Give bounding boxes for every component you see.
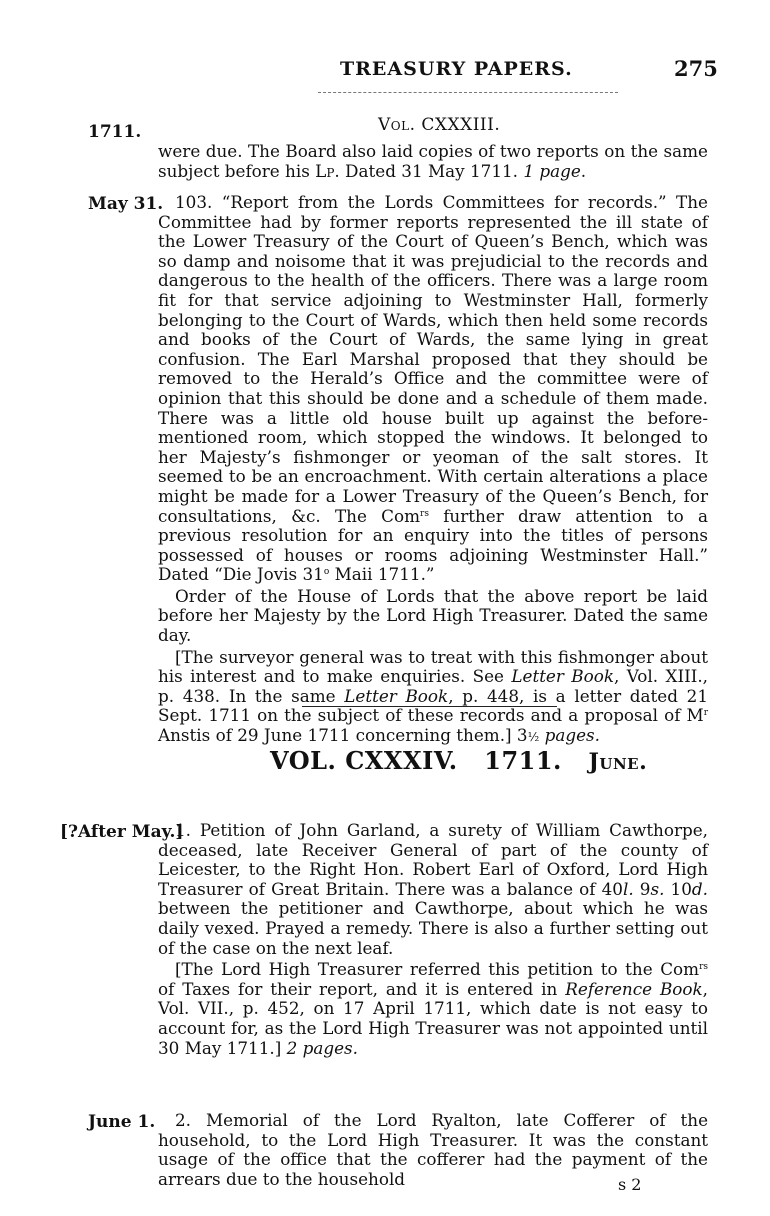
header-rule (318, 92, 618, 93)
margin-date-after-may: [?After May.] (60, 822, 184, 842)
entry-2-memorial: 2. Memorial of the Lord Ryalton, late Cofferer of the household, to the Lord High Treasurer. It was the constant usage of the office that the cofferer had the payment of the arrears due to the household (158, 1110, 708, 1189)
margin-year: 1711. (88, 122, 142, 142)
volume-subheading: Vol. CXXXIII. (378, 115, 501, 135)
entry-1-note: [The Lord High Treasurer referred this petition to the Com$^{rs}$ of Taxes for their report, and it is entered in Reference Book, Vol. VII., p. 452, on 17 April 1711, which date is not easy to account for, as the Lord High Treasurer was not appointed until 30 May 1711.] 2 pages. (158, 959, 708, 1058)
section-heading: VOL. CXXXIV. 1711. June. (270, 746, 648, 775)
margin-date-june-1: June 1. (88, 1112, 156, 1132)
section-rule (302, 706, 557, 707)
signature-mark: s 2 (618, 1175, 642, 1194)
entry-1 (158, 821, 708, 1058)
page-number: 275 (674, 56, 718, 81)
continuation-paragraph: were due. The Board also laid copies of two reports on the same subject before his Lp. Dated 31 May 1711. 1 page. (158, 141, 708, 181)
entry-103-note: [The surveyor general was to treat with this fishmonger about his interest and to make enquiries. See Letter Book, Vol. XIII., p. 438. In the same Letter Book, p. 448, is a letter dated 21 Sept. 1711 on the subject of these records and a proposal of $M^r$ Anstis of 29 June 1711 concerning them.] 3½ pages. (158, 646, 709, 746)
entry-1-petition: 1. Petition of John Garland, a surety of William Cawthorpe, deceased, late Receiver General of part of the county of Leicester, to the Right Hon. Robert Earl of Oxford, Lord High Treasurer of Great Britain. There was a balance of 40l. 9s. 10d. between the petitioner and Cawthorpe, about which he was daily vexed. Prayed a remedy. There is also a further setting out of the case on the next leaf. (158, 820, 708, 958)
entry-103 (158, 193, 708, 748)
margin-date-may-31: May 31. (88, 194, 164, 214)
running-title: TREASURY PAPERS. (340, 58, 573, 80)
entry-103-order: Order of the House of Lords that the above report be laid before her Majesty by the Lord High Treasurer. Dated the same day. (158, 585, 708, 646)
entry-103-report: 103. “Report from the Lords Committees for records.” The Committee had by former reports represented the ill state of the Lower Treasury of the Court of Queen’s Bench, which was so damp and noisome that it was prejudicial to the records and dangerous to the health of the officers. There was a large room fit for that service adjoining to Westminster Hall, formerly belonging to the Court of Wards, which then held some records and books of the Court of Wards, the same lying in great confusion. The Earl Marshal proposed that they should be removed to the Herald’s Office and the committee were of opinion that this should be done and a schedule of them made. There was a little old house built up against the before-mentioned room, which stopped the windows. It belonged to her Majesty’s fishmonger or yeoman of the salt stores. It seemed to be an encroachment. With certain alterations a place might be made for a Lower Treasury of the Queen’s Bench, for consultations, &c. The Com$^{rs}$ further draw attention to a previous resolution for an enquiry into the titles of persons possessed of houses or rooms adjoining Westminster Hall.” Dated “Die Jovis 31$^o$ Maii 1711.” (158, 192, 708, 585)
